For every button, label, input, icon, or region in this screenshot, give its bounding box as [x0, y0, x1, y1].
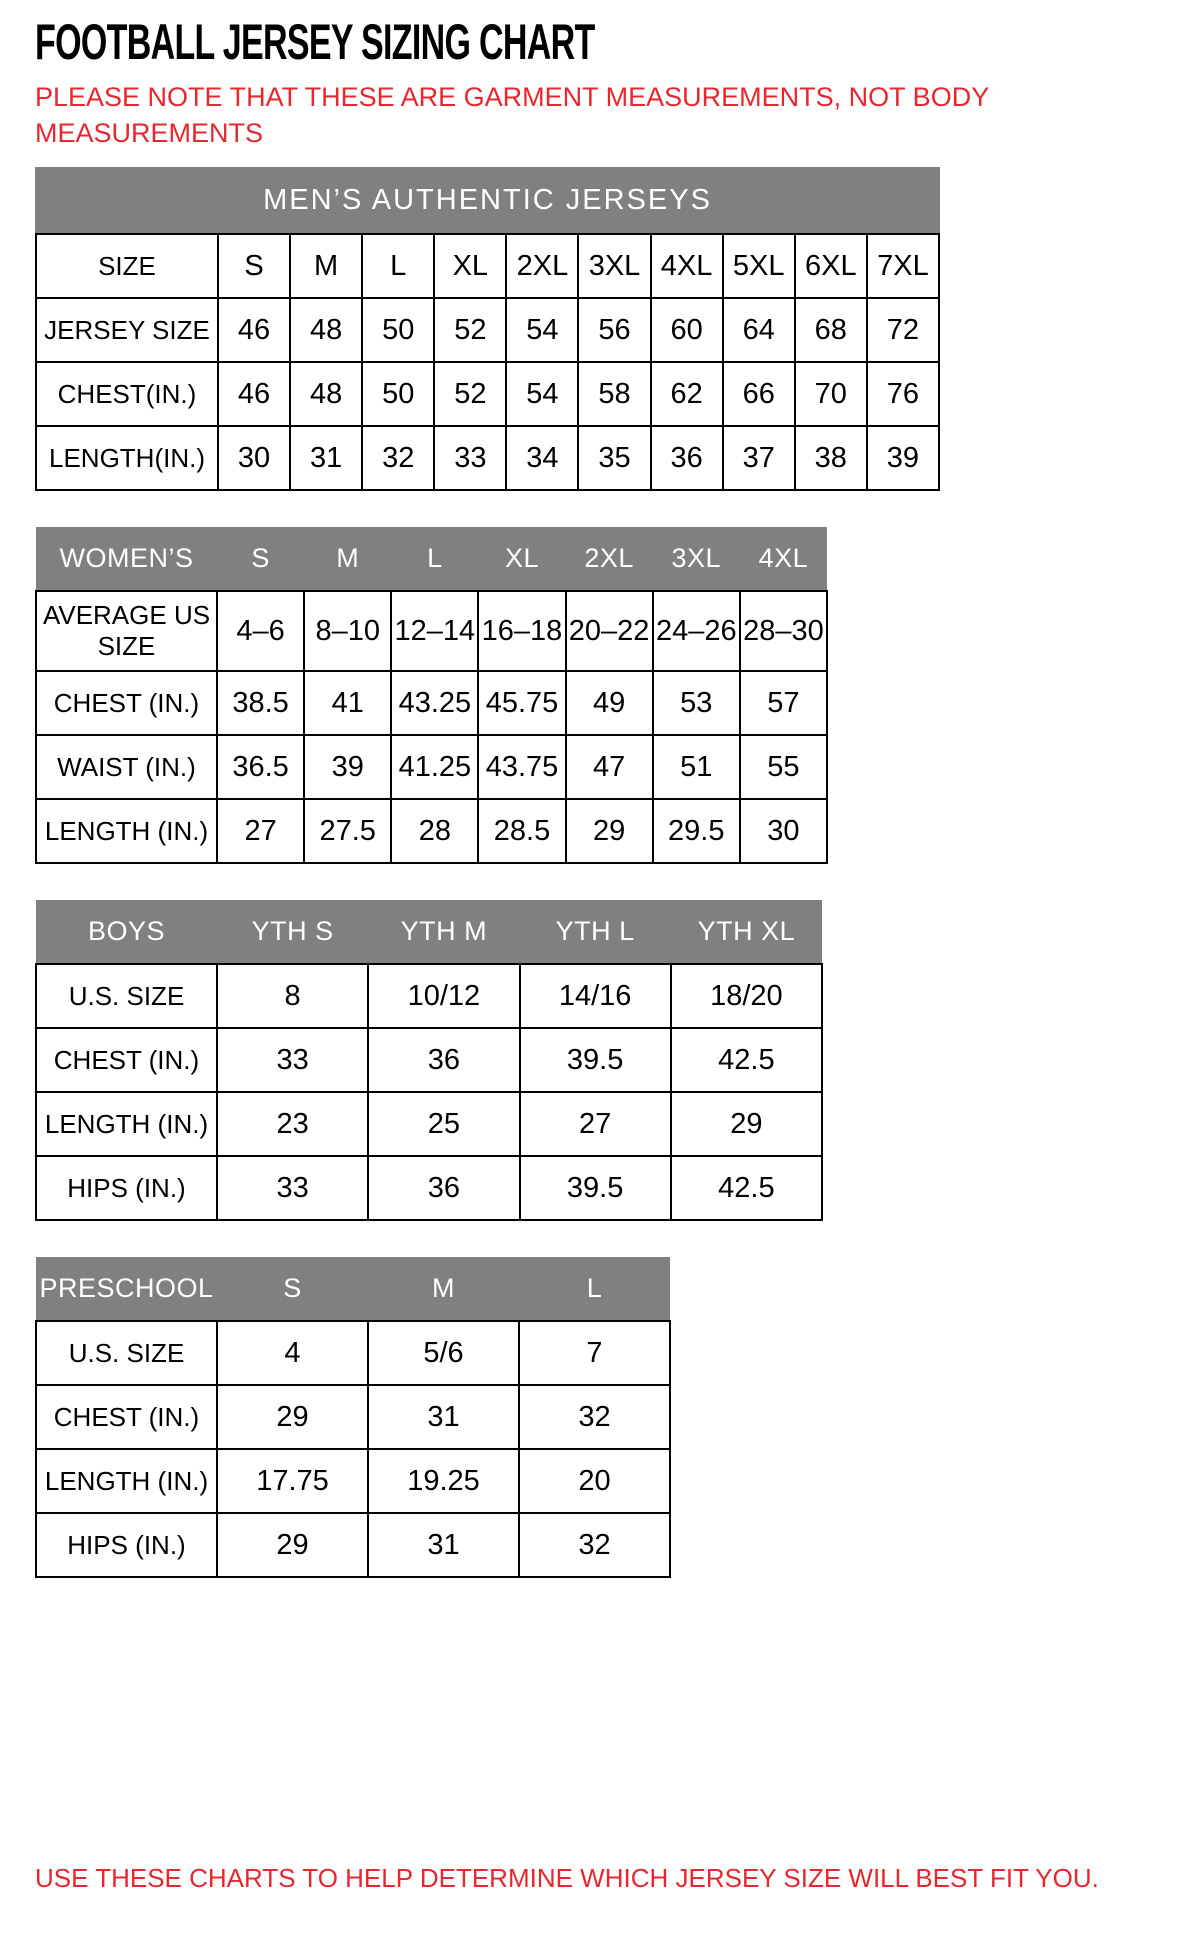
value-cell: 43.25 — [391, 671, 478, 735]
womens-table — [35, 527, 828, 864]
value-cell: 32 — [519, 1513, 670, 1577]
value-cell: 6XL — [795, 234, 867, 298]
size-column-header: 2XL — [566, 527, 653, 591]
header-row — [36, 900, 822, 964]
value-cell: 50 — [362, 298, 434, 362]
row-label-cell: LENGTH (IN.) — [36, 1092, 217, 1156]
value-cell: 46 — [218, 298, 290, 362]
value-cell: 8 — [217, 964, 368, 1028]
value-cell: 64 — [723, 298, 795, 362]
value-cell: 37 — [723, 426, 795, 490]
value-cell: 4 — [217, 1321, 368, 1385]
value-cell: 42.5 — [671, 1156, 822, 1220]
size-column-header: YTH M — [368, 900, 519, 964]
mens-authentic-jerseys-table — [35, 233, 940, 491]
table-row — [36, 799, 827, 863]
value-cell: 35 — [578, 426, 650, 490]
row-label-cell: SIZE — [36, 234, 218, 298]
size-column-header: YTH S — [217, 900, 368, 964]
value-cell: 5/6 — [368, 1321, 519, 1385]
value-cell: 34 — [506, 426, 578, 490]
row-label-cell: U.S. SIZE — [36, 964, 217, 1028]
footer-note: USE THESE CHARTS TO HELP DETERMINE WHICH JERSEY SIZE WILL BEST FIT YOU. — [35, 1863, 1099, 1893]
value-cell: 5XL — [723, 234, 795, 298]
value-cell: 31 — [290, 426, 362, 490]
value-cell: 48 — [290, 362, 362, 426]
header-row — [36, 1257, 670, 1321]
value-cell: XL — [434, 234, 506, 298]
value-cell: 27 — [217, 799, 304, 863]
table-row — [36, 591, 827, 671]
size-column-header: M — [304, 527, 391, 591]
table-row — [36, 735, 827, 799]
value-cell: 10/12 — [368, 964, 519, 1028]
table-title-cell: WOMEN’S — [36, 527, 217, 591]
value-cell: 17.75 — [217, 1449, 368, 1513]
value-cell: 2XL — [506, 234, 578, 298]
boys-section — [35, 900, 1165, 1221]
table-row — [36, 234, 939, 298]
boys-table — [35, 900, 823, 1221]
value-cell: 28–30 — [740, 591, 827, 671]
value-cell: 56 — [578, 298, 650, 362]
value-cell: 50 — [362, 362, 434, 426]
value-cell: 52 — [434, 298, 506, 362]
table-row — [36, 964, 822, 1028]
value-cell: 55 — [740, 735, 827, 799]
row-label-cell: LENGTH(IN.) — [36, 426, 218, 490]
value-cell: 31 — [368, 1513, 519, 1577]
table-row — [36, 362, 939, 426]
table-title-cell: PRESCHOOL — [36, 1257, 217, 1321]
table-row — [36, 1385, 670, 1449]
row-label-cell: U.S. SIZE — [36, 1321, 217, 1385]
value-cell: 28.5 — [478, 799, 565, 863]
mens-authentic-jerseys-section — [35, 167, 1165, 491]
value-cell: S — [218, 234, 290, 298]
value-cell: 33 — [217, 1028, 368, 1092]
row-label-cell: LENGTH (IN.) — [36, 799, 217, 863]
value-cell: 51 — [653, 735, 740, 799]
value-cell: 42.5 — [671, 1028, 822, 1092]
value-cell: 47 — [566, 735, 653, 799]
value-cell: 19.25 — [368, 1449, 519, 1513]
value-cell: 33 — [434, 426, 506, 490]
preschool-section — [35, 1257, 1165, 1578]
value-cell: 4–6 — [217, 591, 304, 671]
value-cell: 20–22 — [566, 591, 653, 671]
value-cell: 41 — [304, 671, 391, 735]
value-cell: 36 — [368, 1156, 519, 1220]
value-cell: 68 — [795, 298, 867, 362]
value-cell: 12–14 — [391, 591, 478, 671]
size-column-header: S — [217, 527, 304, 591]
table-row — [36, 1092, 822, 1156]
table-title-cell: BOYS — [36, 900, 217, 964]
value-cell: 24–26 — [653, 591, 740, 671]
value-cell: 27.5 — [304, 799, 391, 863]
value-cell: 36 — [368, 1028, 519, 1092]
mens-authentic-jerseys-banner: MEN’S AUTHENTIC JERSEYS — [35, 167, 940, 233]
value-cell: 52 — [434, 362, 506, 426]
value-cell: 54 — [506, 298, 578, 362]
size-column-header: S — [217, 1257, 368, 1321]
table-row — [36, 671, 827, 735]
value-cell: 18/20 — [671, 964, 822, 1028]
value-cell: 54 — [506, 362, 578, 426]
value-cell: 8–10 — [304, 591, 391, 671]
value-cell: 32 — [362, 426, 434, 490]
value-cell: 53 — [653, 671, 740, 735]
table-row — [36, 426, 939, 490]
value-cell: 36 — [651, 426, 723, 490]
value-cell: 36.5 — [217, 735, 304, 799]
value-cell: 23 — [217, 1092, 368, 1156]
table-row — [36, 1321, 670, 1385]
value-cell: 38.5 — [217, 671, 304, 735]
row-label-cell: CHEST (IN.) — [36, 1028, 217, 1092]
value-cell: 29 — [217, 1385, 368, 1449]
row-label-cell: HIPS (IN.) — [36, 1513, 217, 1577]
size-column-header: 3XL — [653, 527, 740, 591]
value-cell: 14/16 — [520, 964, 671, 1028]
value-cell: 30 — [218, 426, 290, 490]
size-column-header: XL — [478, 527, 565, 591]
row-label-cell: WAIST (IN.) — [36, 735, 217, 799]
size-column-header: YTH XL — [671, 900, 822, 964]
value-cell: 27 — [520, 1092, 671, 1156]
value-cell: 20 — [519, 1449, 670, 1513]
value-cell: 38 — [795, 426, 867, 490]
table-row — [36, 1028, 822, 1092]
size-column-header: L — [391, 527, 478, 591]
value-cell: 7XL — [867, 234, 939, 298]
page-title: FOOTBALL JERSEY SIZING CHART — [35, 14, 595, 70]
value-cell: 25 — [368, 1092, 519, 1156]
value-cell: 39 — [867, 426, 939, 490]
tables-container — [35, 167, 1165, 1578]
value-cell: 58 — [578, 362, 650, 426]
row-label-cell: HIPS (IN.) — [36, 1156, 217, 1220]
size-column-header: 4XL — [740, 527, 827, 591]
womens-section — [35, 527, 1165, 864]
value-cell: 60 — [651, 298, 723, 362]
value-cell: 16–18 — [478, 591, 565, 671]
value-cell: 48 — [290, 298, 362, 362]
value-cell: 62 — [651, 362, 723, 426]
row-label-cell: LENGTH (IN.) — [36, 1449, 217, 1513]
value-cell: 31 — [368, 1385, 519, 1449]
value-cell: 76 — [867, 362, 939, 426]
value-cell: 29 — [671, 1092, 822, 1156]
value-cell: 72 — [867, 298, 939, 362]
page-subtitle: PLEASE NOTE THAT THESE ARE GARMENT MEASUREMENTS, NOT BODY MEASUREMENTS — [35, 81, 989, 148]
value-cell: 32 — [519, 1385, 670, 1449]
table-row — [36, 298, 939, 362]
row-label-cell: CHEST (IN.) — [36, 1385, 217, 1449]
table-row — [36, 1449, 670, 1513]
value-cell: 66 — [723, 362, 795, 426]
value-cell: 28 — [391, 799, 478, 863]
value-cell: 49 — [566, 671, 653, 735]
preschool-table — [35, 1257, 671, 1578]
value-cell: 43.75 — [478, 735, 565, 799]
value-cell: 39.5 — [520, 1028, 671, 1092]
value-cell: 45.75 — [478, 671, 565, 735]
value-cell: 30 — [740, 799, 827, 863]
size-column-header: L — [519, 1257, 670, 1321]
value-cell: 57 — [740, 671, 827, 735]
value-cell: 41.25 — [391, 735, 478, 799]
table-row — [36, 1156, 822, 1220]
row-label-cell: CHEST (IN.) — [36, 671, 217, 735]
value-cell: 46 — [218, 362, 290, 426]
row-label-cell: CHEST(IN.) — [36, 362, 218, 426]
value-cell: 29.5 — [653, 799, 740, 863]
value-cell: 4XL — [651, 234, 723, 298]
value-cell: 70 — [795, 362, 867, 426]
row-label-cell: AVERAGE US SIZE — [36, 591, 217, 671]
value-cell: 29 — [566, 799, 653, 863]
value-cell: 3XL — [578, 234, 650, 298]
header-row — [36, 527, 827, 591]
table-row — [36, 1513, 670, 1577]
value-cell: 33 — [217, 1156, 368, 1220]
value-cell: 39 — [304, 735, 391, 799]
value-cell: M — [290, 234, 362, 298]
size-column-header: M — [368, 1257, 519, 1321]
value-cell: 7 — [519, 1321, 670, 1385]
value-cell: L — [362, 234, 434, 298]
value-cell: 39.5 — [520, 1156, 671, 1220]
value-cell: 29 — [217, 1513, 368, 1577]
row-label-cell: JERSEY SIZE — [36, 298, 218, 362]
size-column-header: YTH L — [520, 900, 671, 964]
